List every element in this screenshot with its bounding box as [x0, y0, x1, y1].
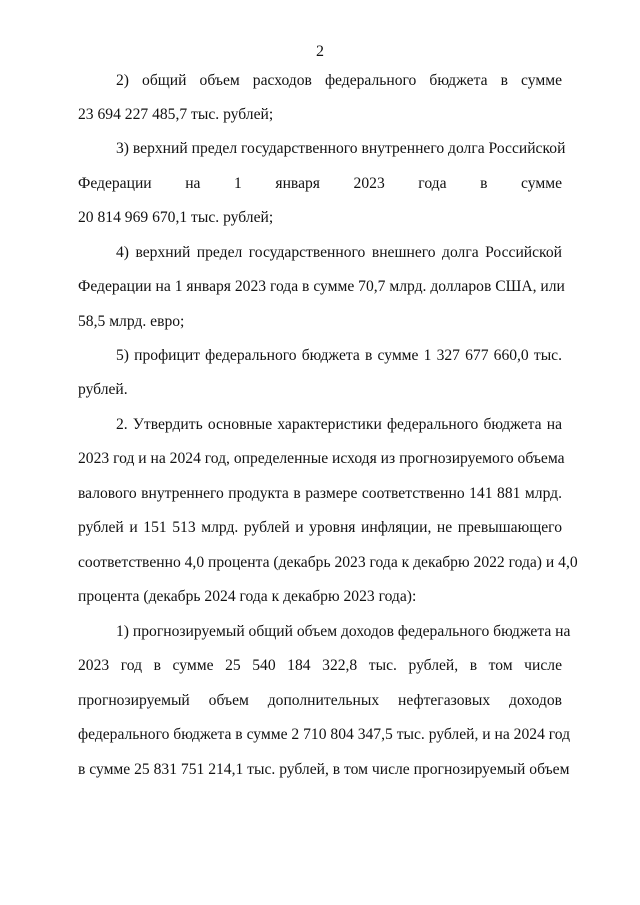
- text-line: 2) общий объем расходов федерального бюджета в сумме: [116, 72, 562, 89]
- text-line: 2. Утвердить основные характеристики федерального бюджета на: [116, 416, 562, 433]
- text-line: в сумме 25 831 751 214,1 тыс. рублей, в том числе прогнозируемый объем: [78, 761, 570, 778]
- text-line: Федерации на 1 января 2023 года в сумме: [78, 175, 562, 192]
- text-line: валового внутреннего продукта в размере соответственно 141 881 млрд.: [78, 485, 562, 502]
- text-line: 5) профицит федерального бюджета в сумме 1 327 677 660,0 тыс.: [116, 347, 562, 364]
- text-line: 2023 год и на 2024 год, определенные исходя из прогнозируемого объема: [78, 450, 565, 467]
- text-line: 4) верхний предел государственного внешнего долга Российской: [116, 244, 562, 261]
- text-line: рублей и 151 513 млрд. рублей и уровня инфляции, не превышающего: [78, 519, 562, 536]
- page-number: 2: [316, 43, 324, 60]
- text-line: 23 694 227 485,7 тыс. рублей;: [78, 106, 274, 123]
- text-line: прогнозируемый объем дополнительных нефтегазовых доходов: [78, 692, 562, 709]
- text-line: процента (декабрь 2024 года к декабрю 2023 года):: [78, 588, 417, 605]
- text-line: рублей.: [78, 381, 128, 398]
- text-line: 58,5 млрд. евро;: [78, 313, 185, 330]
- text-line: соответственно 4,0 процента (декабрь 2023 года к декабрю 2022 года) и 4,0: [78, 554, 578, 571]
- text-line: Федерации на 1 января 2023 года в сумме 70,7 млрд. долларов США, или: [78, 278, 565, 295]
- text-line: 2023 год в сумме 25 540 184 322,8 тыс. рублей, в том числе: [78, 657, 562, 674]
- text-line: федерального бюджета в сумме 2 710 804 347,5 тыс. рублей, и на 2024 год: [78, 726, 571, 743]
- text-line: 3) верхний предел государственного внутреннего долга Российской: [116, 140, 566, 157]
- text-line: 1) прогнозируемый общий объем доходов федерального бюджета на: [116, 623, 571, 640]
- text-line: 20 814 969 670,1 тыс. рублей;: [78, 209, 274, 226]
